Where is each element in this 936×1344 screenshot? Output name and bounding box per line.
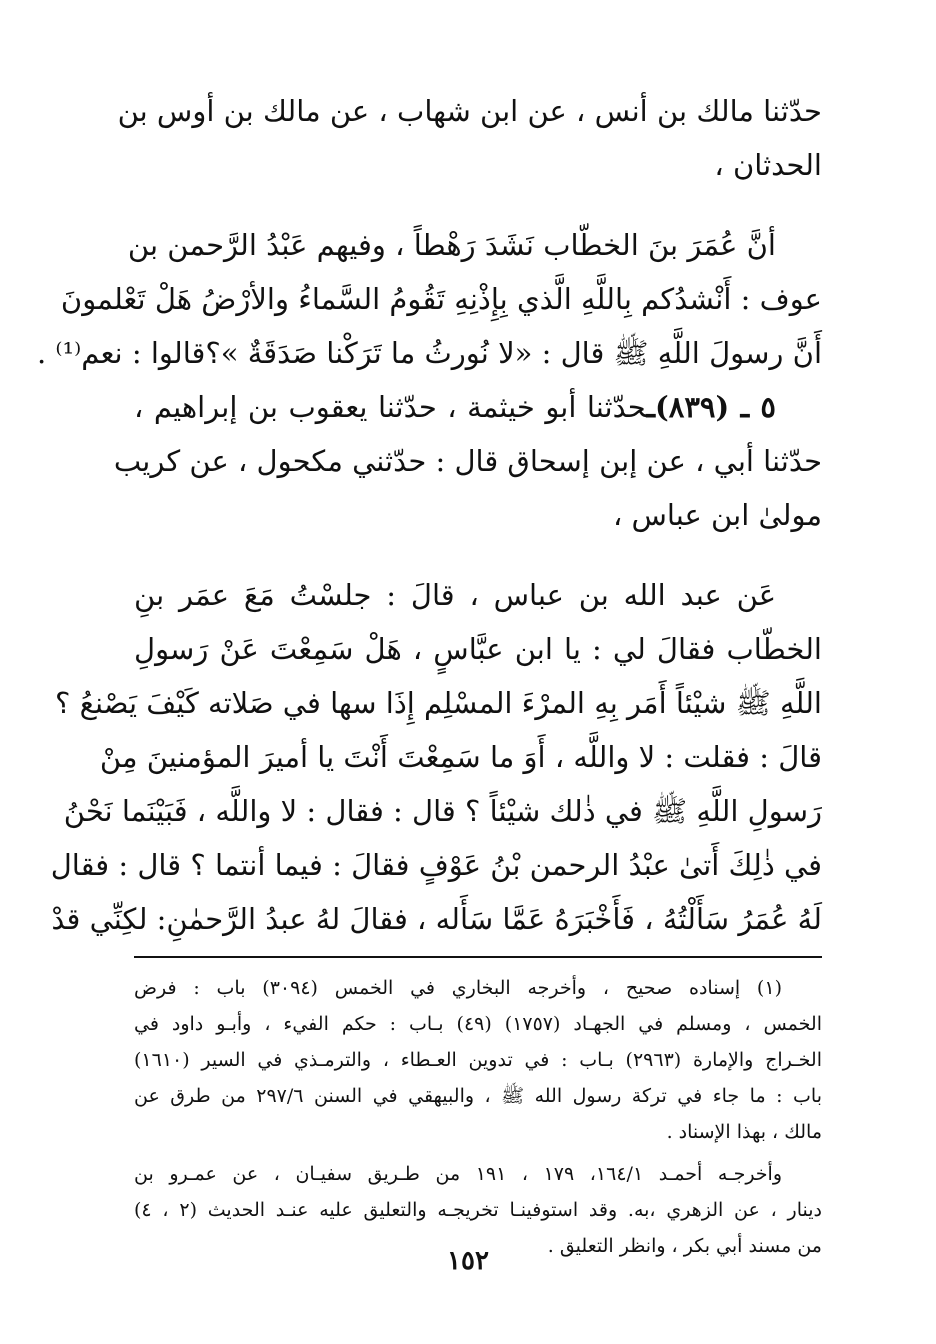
text-line: مولىٰ ابن عباس ، bbox=[612, 498, 822, 532]
text-line: في ذٰلِكَ أَتىٰ عبْدُ الرحمن بْنُ عَوْفٍ فقالَ : فيما أنتما ؟ قال : فقال bbox=[50, 848, 822, 882]
page-number: ١٥٢ bbox=[447, 1246, 489, 1276]
text-line: قالَ : فقلت : لا واللَّه ، أَوَ ما سَمِعْتَ أَنْتَ يا أميرَ المؤمنينَ مِنْ bbox=[99, 740, 822, 774]
text-line: حدّثنا أبي ، عن إبن إسحاق قال : حدّثني مكحول ، عن كريب bbox=[113, 444, 822, 478]
text-line: حدّثنا مالك بن أنس ، عن ابن شهاب ، عن مالك بن أوس بن bbox=[117, 94, 822, 128]
matn-1 bbox=[36, 218, 822, 380]
footnote-line: مالك ، بهذا الإسناد . bbox=[666, 1121, 822, 1143]
text-line: عوف : أَنْشدُكم بِاللَّهِ الَّذي بِإِذْنِهِ تَقُومُ السَّماءُ والأرْضُ هَلْ تَعْلمونَ bbox=[60, 282, 822, 316]
text-line: لَهُ عُمَرُ سَأَلْتُهُ ، فَأَخْبَرَهُ عَمَّا سَأَله ، فقالَ لهُ عبدُ الرَّحمٰنِ: لكِنِّي قدْ bbox=[51, 902, 822, 936]
page-body bbox=[36, 84, 823, 1264]
text-line: أنَّ عُمَرَ بنَ الخطّاب نَشَدَ رَهْطاً ، وفيهم عَبْدُ الرَّحمن بن bbox=[127, 228, 776, 262]
text-line: عَن عبد الله بن عباس ، قالَ : جلسْتُ مَعَ عمَر بنِ bbox=[134, 578, 776, 612]
hadith-number: ٥ ـ (٨٣٩)ـ bbox=[646, 390, 776, 424]
footnote-line: من مسند أبي بكر ، وانظر التعليق . bbox=[547, 1235, 822, 1257]
footnote-line: (١) إسناده صحيح ، وأخرجه البخاري في الخمس (٣٠٩٤) باب : فرض bbox=[134, 977, 782, 999]
footnote-divider bbox=[134, 956, 822, 958]
text-line: رَسولِ اللَّهِ ﷺ في ذٰلك شيْئاً ؟ قال : فقال : لا واللَّه ، فَبَيْنَما نَحْنُ bbox=[63, 794, 822, 828]
footnote-line: وأخرجـه أحمـد ١٦٤/١، ١٧٩ ، ١٩١ من طـريق سفيـان ، عن عمـرو بن bbox=[134, 1163, 783, 1185]
text-line: أَنَّ رسولَ اللَّهِ ﷺ قال : «لا نُورثُ ما تَرَكْنا صَدَقَةٌ »؟قالوا : نعم⁽¹⁾ . bbox=[36, 336, 822, 370]
text-line: الحدثان ، bbox=[714, 148, 822, 182]
footnote-line: دينار ، عن الزهري ،به. وقد استوفينـا تخريجـه والتعليق عليه عنـد الحديث (٢ ، ٤) bbox=[134, 1199, 822, 1221]
matn-2 bbox=[50, 568, 822, 946]
text-line: الخطّاب فقالَ لي : يا ابن عبَّاسٍ ، هَلْ سَمِعْتَ عَنْ رَسولِ bbox=[134, 632, 822, 666]
footnotes bbox=[134, 970, 822, 1264]
text-segment: حدّثنا أبو خيثمة ، حدّثنا يعقوب بن إبراهيم ، bbox=[134, 390, 647, 424]
text-line bbox=[134, 380, 822, 434]
footnote-line: الخـراج والإمارة (٢٩٦٣) بـاب : في تدوين العـطاء ، والترمـذي في السير (١٦١٠) bbox=[134, 1049, 823, 1071]
text-line: اللَّهِ ﷺ شيْئاً أَمَر بِهِ المرْءَ المسْلِم إِذَا سها في صَلاته كَيْفَ يَصْنعُ ؟ bbox=[55, 686, 822, 720]
hadith-2-isnad bbox=[113, 380, 822, 542]
footnote-line: باب : ما جاء في تركة رسول الله ﷺ ، والبيهقي في السنن ٢٩٧/٦ من طرق عن bbox=[134, 1085, 822, 1107]
footnote-line: الخمس ، ومسلم في الجهـاد (١٧٥٧) (٤٩) بـاب : حكم الفيء ، وأبـو داود في bbox=[134, 1013, 822, 1035]
isnad-1 bbox=[117, 84, 822, 192]
